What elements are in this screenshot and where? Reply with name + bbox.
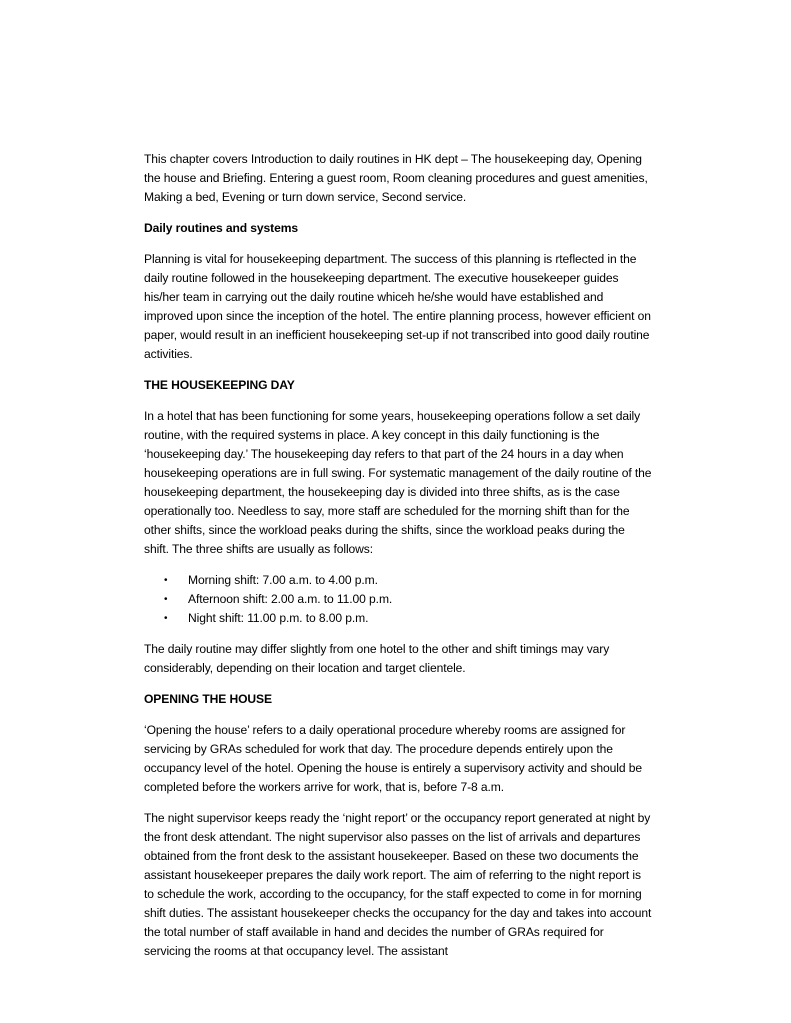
intro-paragraph: This chapter covers Introduction to daily routines in HK dept – The housekeeping day, Opening the house and Briefing. Entering a guest room, Room cleaning procedures and guest amenities, Making a bed, Evening or turn down service, Second service. (144, 152, 648, 204)
bullet-icon: • (164, 594, 168, 605)
shift-text-night: Night shift: 11.00 p.m. to 8.00 p.m. (188, 611, 369, 625)
section-heading-opening-house: OPENING THE HOUSE (144, 692, 272, 706)
housekeeping-day-paragraph: In a hotel that has been functioning for some years, housekeeping operations follow a set daily routine, with the required systems in place. A key concept in this daily functioning is the ‘housekeeping day.’ The housekeeping day refers to that part of the 24 hours in a day when housekeeping operations are in full swing. For systematic management of the daily routine of the housekeeping department, the housekeeping day is divided into three shifts, as is the case operationally too. Needless to say, more staff are scheduled for the morning shift than for the other shifts, since the workload peaks during the shifts, since the workload peaks during the shift. The three shifts are usually as follows: (144, 409, 652, 556)
list-item (144, 609, 652, 628)
document-page (144, 150, 652, 973)
list-item (144, 571, 652, 590)
bullet-icon: • (164, 613, 168, 624)
shift-text-afternoon: Afternoon shift: 2.00 a.m. to 11.00 p.m. (188, 592, 393, 606)
section-heading-housekeeping-day: THE HOUSEKEEPING DAY (144, 378, 295, 392)
shift-text-morning: Morning shift: 7.00 a.m. to 4.00 p.m. (188, 573, 378, 587)
daily-routines-paragraph: Planning is vital for housekeeping department. The success of this planning is rteflected in the daily routine followed in the housekeeping department. The executive housekeeper guides his/her team in carrying out the daily routine whiceh he/she would have established and improved upon since the inception of the hotel. The entire planning process, however efficient on paper, would result in an inefficient housekeeping set-up if not transcribed into good daily routine activities. (144, 252, 651, 361)
housekeeping-day-closing-paragraph: The daily routine may differ slightly from one hotel to the other and shift timings may vary considerably, depending on their location and target clientele. (144, 642, 610, 675)
section-heading-daily-routines: Daily routines and systems (144, 221, 299, 235)
list-item (144, 590, 652, 609)
bullet-icon: • (164, 575, 168, 586)
shift-list (144, 571, 652, 628)
opening-house-paragraph-2: The night supervisor keeps ready the ‘night report’ or the occupancy report generated at night by the front desk attendant. The night supervisor also passes on the list of arrivals and departures obtained from the front desk to the assistant housekeeper. Based on these two documents the assistant housekeeper prepares the daily work report. The aim of referring to the night report is to schedule the work, according to the occupancy, for the staff expected to come in for morning shift duties. The assistant housekeeper checks the occupancy for the day and takes into account the total number of staff available in hand and decides the number of GRAs required for servicing the rooms at that occupancy level. The assistant (144, 811, 652, 958)
opening-house-paragraph-1: ‘Opening the house’ refers to a daily operational procedure whereby rooms are assigned for servicing by GRAs scheduled for work that day. The procedure depends entirely upon the occupancy level of the hotel. Opening the house is entirely a supervisory activity and should be completed before the workers arrive for work, that is, before 7-8 a.m. (144, 723, 642, 794)
